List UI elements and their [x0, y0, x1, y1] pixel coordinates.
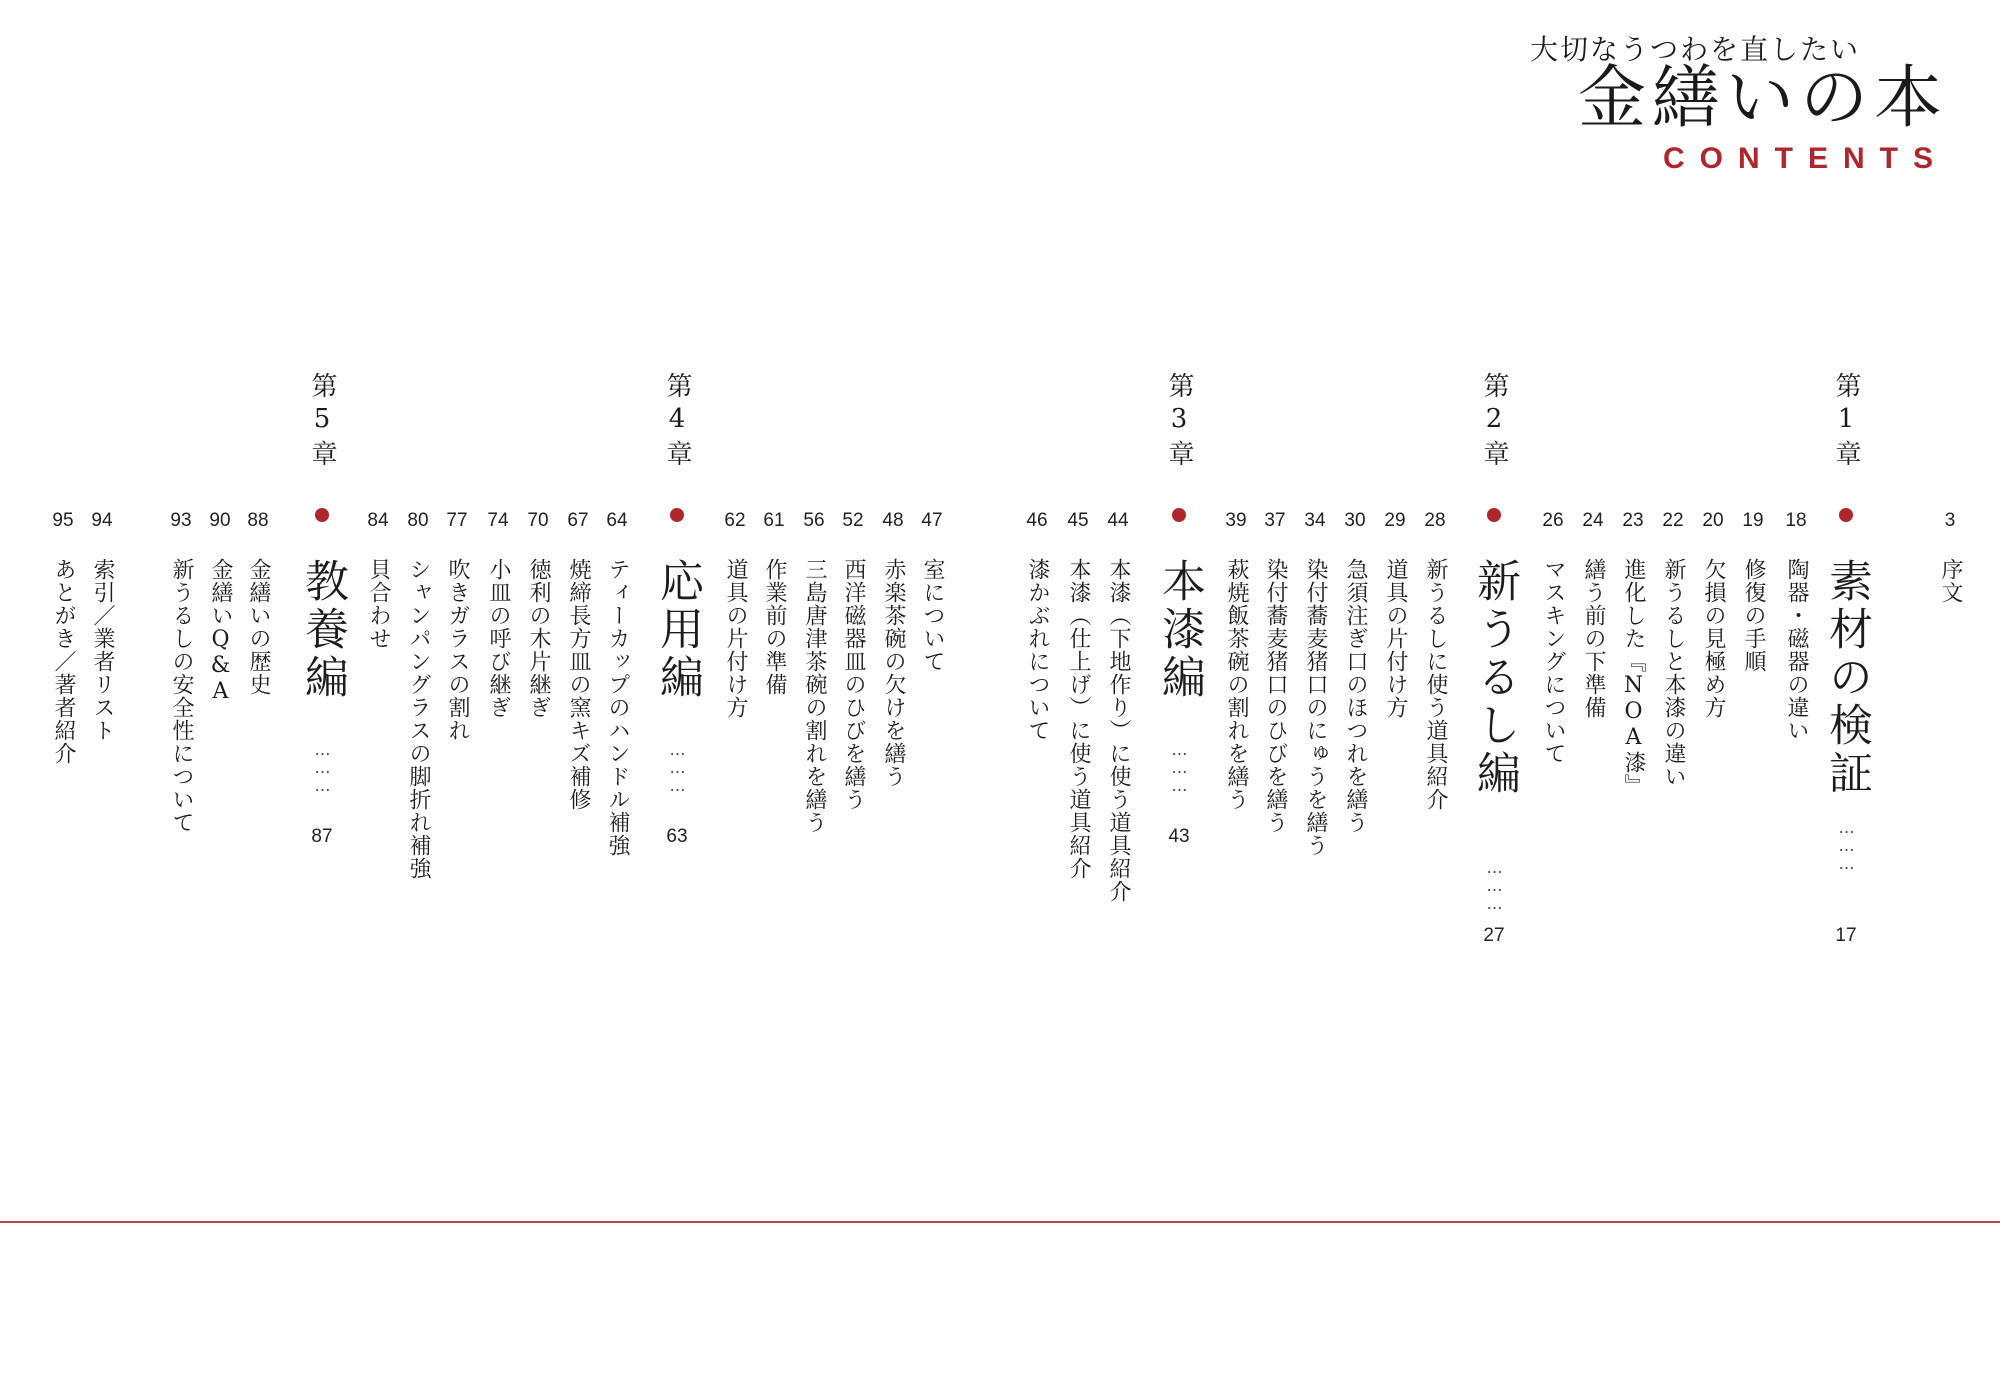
entry-title: 漆かぶれについて: [1025, 558, 1050, 742]
chapter-4-page: 63: [666, 826, 688, 847]
entry-title: 進化した『NOA漆』: [1621, 558, 1646, 797]
entry-title: 貝合わせ: [366, 558, 391, 650]
contents-heading: CONTENTS: [1663, 142, 1948, 175]
entry-title: 陶器・磁器の違い: [1784, 558, 1809, 742]
entry-title: ティーカップのハンドル補強: [605, 558, 630, 857]
entry-page: 52: [842, 510, 864, 531]
entry-title: 吹きガラスの割れ: [445, 558, 470, 742]
chapter-2-title: 新うるし編: [1469, 558, 1520, 798]
chapter-1-title: 素材の検証: [1821, 558, 1872, 798]
entry-title: 欠損の見極め方: [1701, 558, 1726, 719]
entry-page: 19: [1742, 510, 1764, 531]
entry-page: 47: [921, 510, 943, 531]
entry-page: 23: [1622, 510, 1644, 531]
entry-title: 徳利の木片継ぎ: [526, 558, 551, 719]
chapter-3-title: 本漆編: [1154, 558, 1205, 702]
chapter-2-leader: ………: [1485, 858, 1504, 912]
entry-page: 93: [170, 510, 192, 531]
entry-title: 修復の手順: [1741, 558, 1766, 673]
entry-page: 61: [763, 510, 785, 531]
chapter-1-label: 第1章: [1831, 372, 1861, 472]
entry-title: あとがき／著者紹介: [51, 558, 76, 765]
entry-page: 30: [1344, 510, 1366, 531]
chapter-5-title: 教養編: [297, 558, 348, 702]
entry-page: 45: [1067, 510, 1089, 531]
entry-page: 37: [1264, 510, 1286, 531]
entry-page: 44: [1107, 510, 1129, 531]
chapter-1-leader: ………: [1837, 818, 1856, 872]
entry-title: 三島唐津茶碗の割れを繕う: [802, 558, 827, 834]
book-title: 金繕いの本: [1577, 59, 1948, 138]
preface-page: 3: [1944, 510, 1956, 531]
chapter-4-bullet: [670, 508, 684, 522]
entry-title: 作業前の準備: [762, 558, 787, 696]
entry-title: 繕う前の下準備: [1581, 558, 1606, 719]
entry-title: 本漆（仕上げ）に使う道具紹介: [1066, 558, 1091, 880]
entry-title: 金繕いQ&A: [208, 558, 233, 705]
entry-page: 18: [1785, 510, 1807, 531]
chapter-1-page: 17: [1835, 925, 1857, 946]
entry-title: マスキングについて: [1541, 558, 1566, 765]
entry-page: 77: [446, 510, 468, 531]
chapter-1-bullet: [1839, 508, 1853, 522]
chapter-3-page: 43: [1168, 826, 1190, 847]
entry-title: 金繕いの歴史: [246, 558, 271, 696]
entry-title: 急須注ぎ口のほつれを繕う: [1343, 558, 1368, 834]
chapter-2-label: 第2章: [1479, 372, 1509, 472]
chapter-4-label: 第4章: [662, 372, 692, 472]
entry-title: 新うるしに使う道具紹介: [1423, 558, 1448, 811]
preface-title: 序文: [1938, 558, 1963, 604]
chapter-5-leader: ………: [313, 740, 332, 794]
book-subtitle: 大切なうつわを直したい: [1529, 33, 1860, 66]
entry-title: 染付蕎麦猪口のにゅうを繕う: [1303, 558, 1328, 857]
entry-title: 新うるしと本漆の違い: [1661, 558, 1686, 788]
entry-page: 39: [1225, 510, 1247, 531]
chapter-2-page: 27: [1483, 925, 1505, 946]
entry-title: 萩焼飯茶碗の割れを繕う: [1224, 558, 1249, 811]
entry-title: 室について: [920, 558, 945, 673]
entry-title: 本漆（下地作り）に使う道具紹介: [1106, 558, 1131, 903]
entry-page: 84: [367, 510, 389, 531]
entry-title: シャンパングラスの脚折れ補強: [406, 558, 431, 880]
entry-page: 28: [1424, 510, 1446, 531]
entry-page: 22: [1662, 510, 1684, 531]
entry-page: 20: [1702, 510, 1724, 531]
entry-title: 焼締長方皿の窯キズ補修: [566, 558, 591, 811]
entry-title: 小皿の呼び継ぎ: [486, 558, 511, 719]
chapter-2-bullet: [1487, 508, 1501, 522]
chapter-3-leader: ………: [1170, 740, 1189, 794]
entry-page: 56: [803, 510, 825, 531]
entry-title: 染付蕎麦猪口のひびを繕う: [1263, 558, 1288, 834]
entry-title: 索引／業者リスト: [90, 558, 115, 742]
entry-page: 90: [209, 510, 231, 531]
chapter-3-bullet: [1172, 508, 1186, 522]
entry-page: 70: [527, 510, 549, 531]
chapter-4-title: 応用編: [652, 558, 703, 702]
chapter-5-label: 第5章: [307, 372, 337, 472]
entry-page: 24: [1582, 510, 1604, 531]
chapter-5-bullet: [315, 508, 329, 522]
entry-page: 34: [1304, 510, 1326, 531]
entry-page: 95: [52, 510, 74, 531]
entry-page: 64: [606, 510, 628, 531]
entry-title: 赤楽茶碗の欠けを繕う: [881, 558, 906, 788]
entry-page: 94: [91, 510, 113, 531]
entry-title: 新うるしの安全性について: [169, 558, 194, 834]
entry-page: 48: [882, 510, 904, 531]
chapter-4-leader: ………: [668, 740, 687, 794]
chapter-3-label: 第3章: [1164, 372, 1194, 472]
entry-title: 道具の片付け方: [1383, 558, 1408, 719]
entry-page: 29: [1384, 510, 1406, 531]
entry-page: 74: [487, 510, 509, 531]
entry-title: 道具の片付け方: [723, 558, 748, 719]
bottom-rule: [0, 1221, 2000, 1223]
entry-page: 80: [407, 510, 429, 531]
entry-page: 67: [567, 510, 589, 531]
entry-title: 西洋磁器皿のひびを繕う: [841, 558, 866, 811]
chapter-5-page: 87: [311, 826, 333, 847]
entry-page: 26: [1542, 510, 1564, 531]
entry-page: 46: [1026, 510, 1048, 531]
entry-page: 88: [247, 510, 269, 531]
entry-page: 62: [724, 510, 746, 531]
